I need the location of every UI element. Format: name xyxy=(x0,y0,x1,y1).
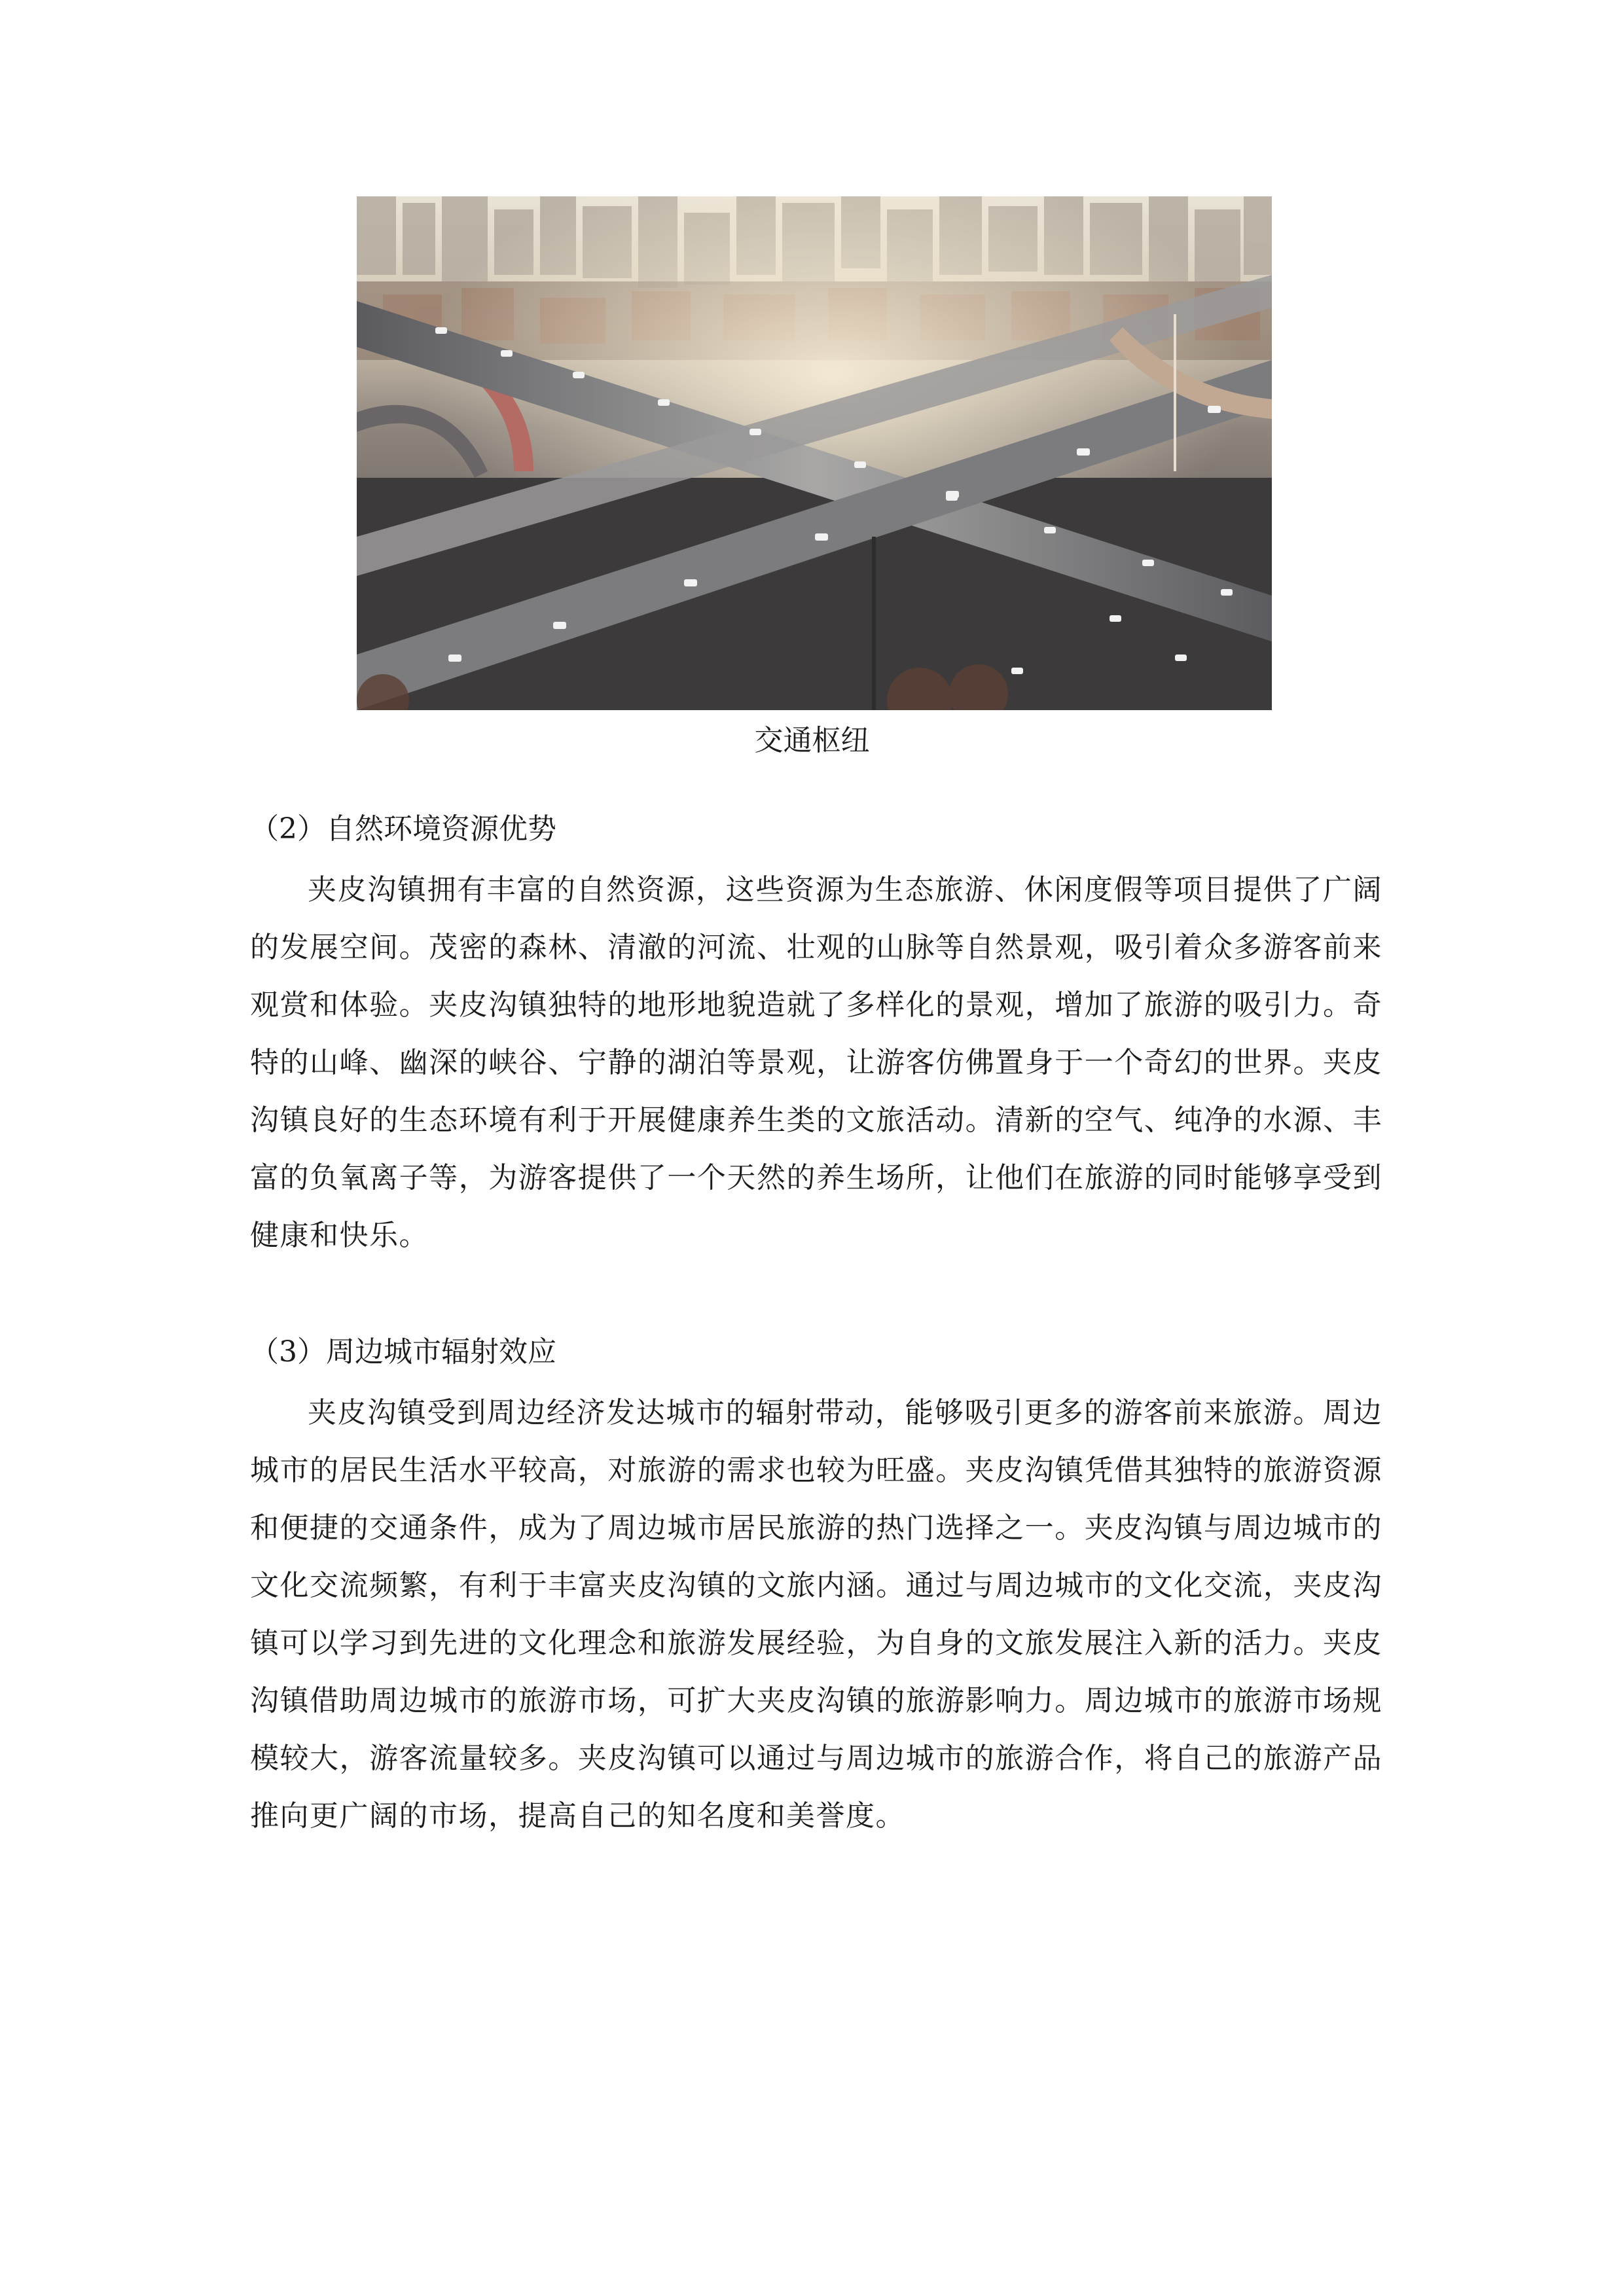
section-heading: （2）自然环境资源优势 xyxy=(250,812,556,846)
section-heading: （3）周边城市辐射效应 xyxy=(250,1335,556,1369)
aerial-highway-interchange-photo-icon xyxy=(357,196,1272,710)
figure-caption: 交通枢纽 xyxy=(754,724,870,757)
section-paragraph: 夹皮沟镇受到周边经济发达城市的辐射带动，能够吸引更多的游客前来旅游。周边城市的居民生活水平较高，对旅游的需求也较为旺盛。夹皮沟镇凭借其独特的旅游资源和便捷的交通条件，成为了周边城市居民旅游的热门选择之一。夹皮沟镇与周边城市的文化交流频繁，有利于丰富夹皮沟镇的文旅内涵。通过与周边城市的文化交流，夹皮沟镇可以学习到先进的文化理念和旅游发展经验，为自身的文旅发展注入新的活力。夹皮沟镇借助周边城市的旅游市场，可扩大夹皮沟镇的旅游影响力。周边城市的旅游市场规模较大，游客流量较多。夹皮沟镇可以通过与周边城市的旅游合作，将自己的旅游产品推向更广阔的市场，提高自己的知名度和美誉度。 xyxy=(250,1396,1382,1833)
highway-interchange-photo xyxy=(357,196,1272,710)
section-paragraph: 夹皮沟镇拥有丰富的自然资源，这些资源为生态旅游、休闲度假等项目提供了广阔的发展空间。茂密的森林、清澈的河流、壮观的山脉等自然景观，吸引着众多游客前来观赏和体验。夹皮沟镇独特的地形地貌造就了多样化的景观，增加了旅游的吸引力。奇特的山峰、幽深的峡谷、宁静的湖泊等景观，让游客仿佛置身于一个奇幻的世界。夹皮沟镇良好的生态环境有利于开展健康养生类的文旅活动。清新的空气、纯净的水源、丰富的负氧离子等，为游客提供了一个天然的养生场所，让他们在旅游的同时能够享受到健康和快乐。 xyxy=(250,873,1382,1252)
